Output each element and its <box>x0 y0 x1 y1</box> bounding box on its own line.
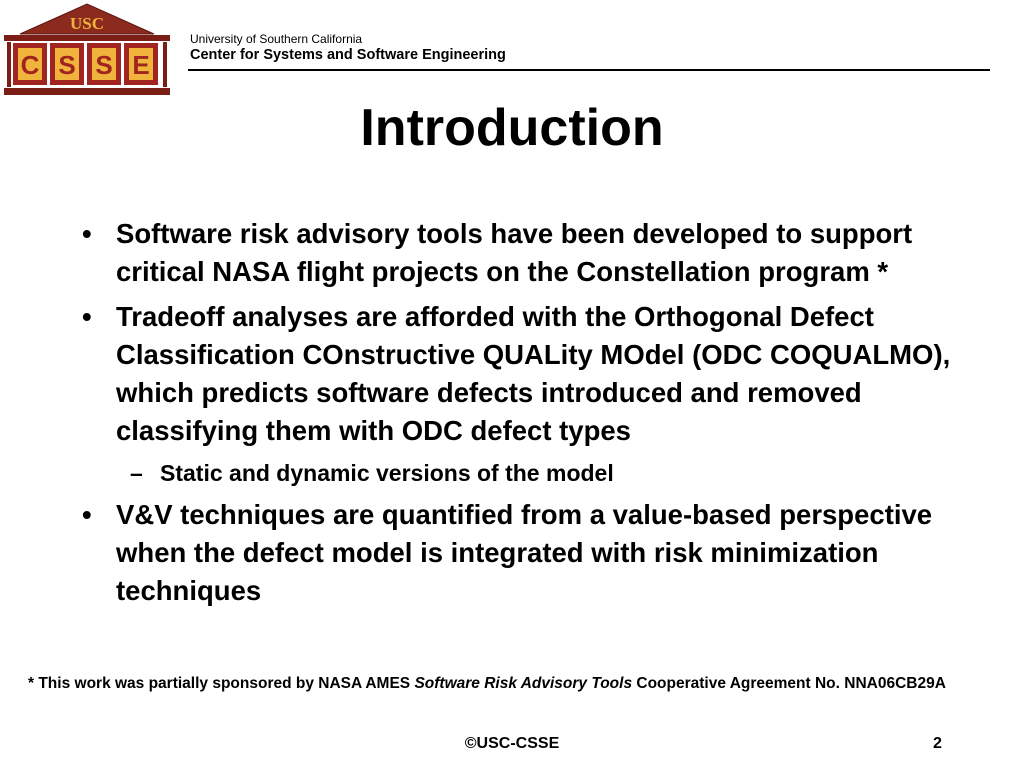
sub-bullet-text: Static and dynamic versions of the model <box>160 460 614 486</box>
bullet-marker: • <box>82 218 92 249</box>
bullet-item <box>80 298 995 450</box>
usc-csse-logo <box>2 2 172 98</box>
logo-letter-s1: S <box>58 50 76 80</box>
bullet-marker: • <box>82 499 92 530</box>
slide-title: Introduction <box>360 99 664 157</box>
sub-bullet-item <box>80 457 995 489</box>
bullet-item <box>80 215 995 291</box>
logo-letter-c: C <box>20 50 40 80</box>
copyright-footer: ©USC-CSSE <box>464 735 560 752</box>
logo-usc-text: USC <box>69 14 105 33</box>
bullet-list <box>80 215 995 617</box>
bullet-text: V&V techniques are quantified from a value-based perspective when the defect model is integrated with risk minimization techniques <box>116 499 933 606</box>
center-name: Center for Systems and Software Engineering <box>190 46 506 63</box>
footnote <box>28 672 988 695</box>
university-name: University of Southern California <box>190 32 363 46</box>
footnote-italic-title: Software Risk Advisory Tools <box>414 675 633 692</box>
footnote-tail: Cooperative Agreement No. NNA06CB29A <box>632 675 946 692</box>
footnote-lead: * This work was partially sponsored by NASA AMES <box>28 675 415 692</box>
org-header <box>190 33 506 63</box>
bullet-item <box>80 496 995 610</box>
bullet-text: Tradeoff analyses are afforded with the Orthogonal Defect Classification COnstructive QUALity MOdel (ODC COQUALMO), which predicts software defects introduced and removed classifying them with ODC defect types <box>116 301 951 446</box>
bullet-text: Software risk advisory tools have been developed to support critical NASA flight projects on the Constellation program * <box>116 218 913 287</box>
bullet-marker: • <box>82 301 92 332</box>
logo-letter-s2: S <box>95 50 113 80</box>
logo-letter-e: E <box>132 50 150 80</box>
header-divider <box>188 69 990 71</box>
page-number: 2 <box>933 735 942 752</box>
sub-bullet-marker: – <box>130 460 143 486</box>
